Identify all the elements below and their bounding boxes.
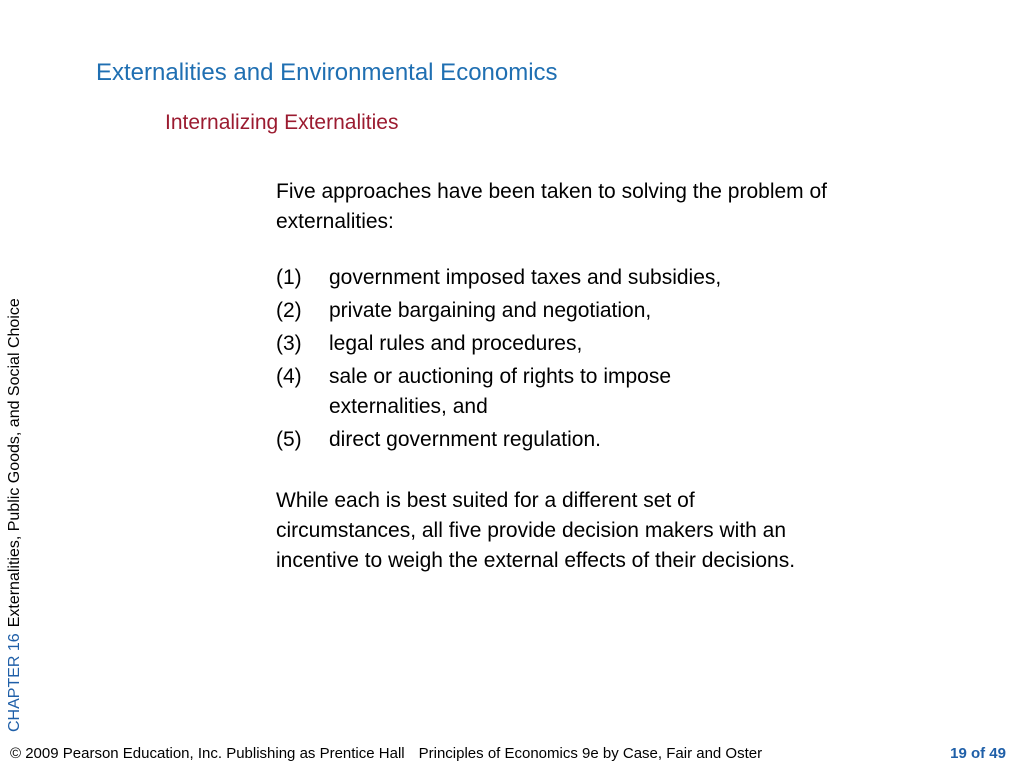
book-credit: Principles of Economics 9e by Case, Fair and Oster: [418, 745, 763, 762]
item-number: (5): [276, 428, 302, 451]
list-item: [276, 296, 836, 326]
item-number: (3): [276, 332, 302, 355]
chapter-sidebar: [6, 298, 24, 732]
list-item: [276, 362, 836, 422]
slide-body: [276, 177, 836, 576]
item-number: (4): [276, 365, 302, 388]
item-text: government imposed taxes and subsidies,: [329, 266, 722, 289]
list-item: [276, 425, 836, 455]
slide-subtitle: Internalizing Externalities: [165, 111, 399, 134]
item-number: (1): [276, 266, 302, 289]
item-text: direct government regulation.: [329, 428, 601, 451]
approaches-list: [276, 263, 836, 455]
item-text: private bargaining and negotiation,: [329, 299, 652, 322]
closing-paragraph: While each is best suited for a different set of circumstances, all five provide decision makers with an incentive to weigh the external effects of their decisions.: [276, 489, 796, 572]
item-text: sale or auctioning of rights to impose externalities, and: [329, 365, 672, 418]
list-item: [276, 329, 836, 359]
copyright-text: © 2009 Pearson Education, Inc. Publishing as Prentice Hall: [10, 745, 405, 762]
chapter-title: Externalities, Public Goods, and Social Choice: [6, 298, 23, 628]
slide-footer: [10, 745, 1006, 762]
list-item: [276, 263, 836, 293]
slide-title: Externalities and Environmental Economics: [96, 59, 558, 86]
item-text: legal rules and procedures,: [329, 332, 583, 355]
item-number: (2): [276, 299, 302, 322]
intro-paragraph: Five approaches have been taken to solving the problem of externalities:: [276, 180, 828, 233]
chapter-number: CHAPTER 16: [6, 633, 23, 732]
page-indicator: 19 of 49: [950, 745, 1006, 762]
